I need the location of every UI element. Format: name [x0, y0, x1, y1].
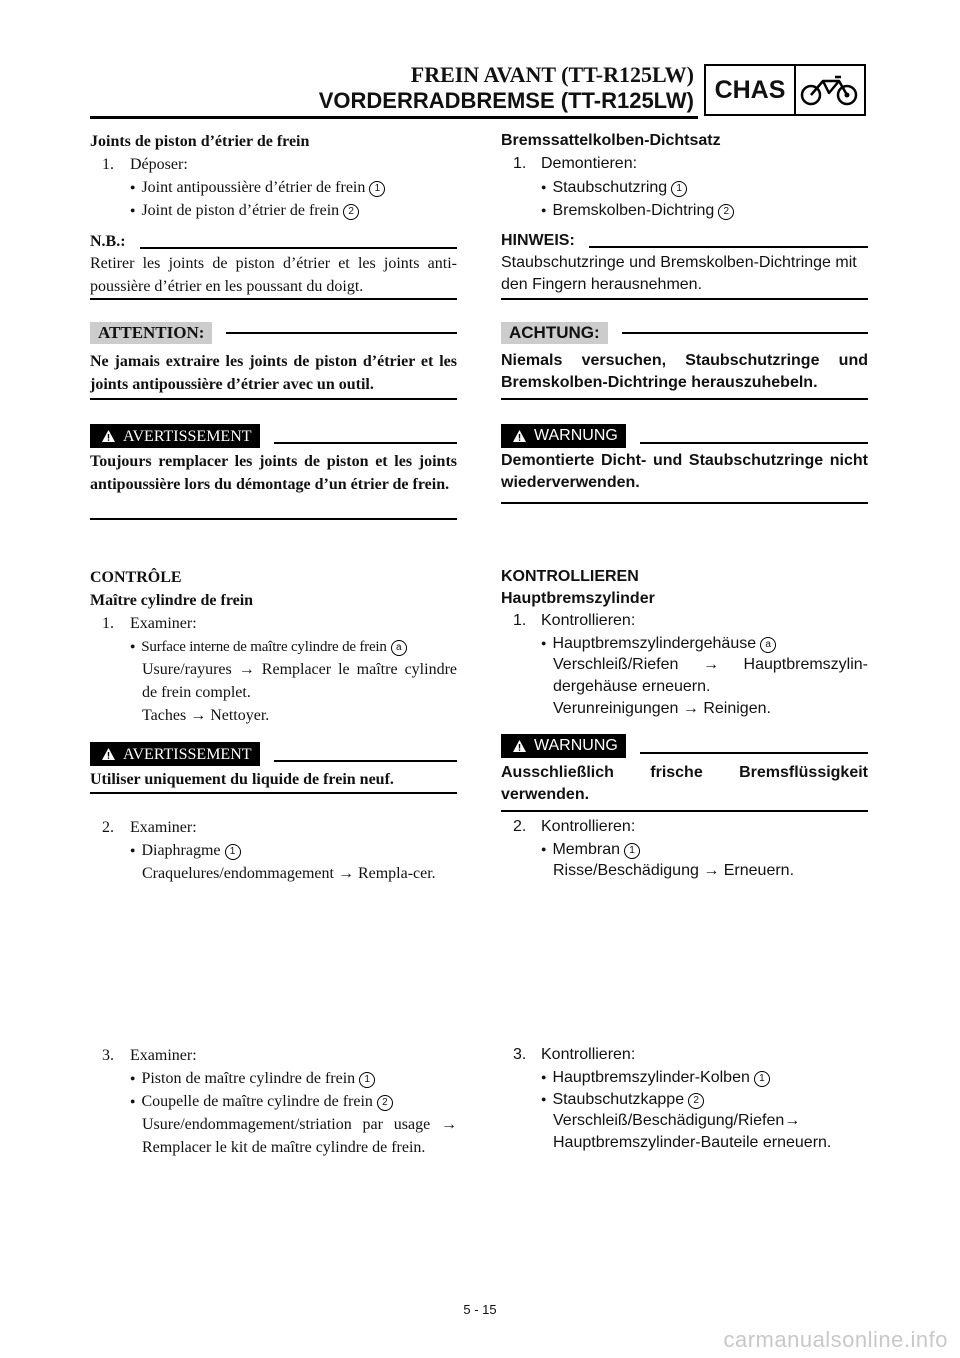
bullet-text: Bremskolben-Dichtring — [552, 202, 715, 219]
fr-bullet-detail: Craquelures/endommagement → Rempla-cer. — [142, 865, 436, 882]
note-label: N.B.: — [90, 233, 126, 250]
step-number: 2. — [513, 818, 527, 835]
fr-note-text: Retirer les joints de piston d’étrier et les joints anti-poussière d’étrier en les poussant du doigt. — [90, 255, 457, 295]
fr-step-3 — [90, 1044, 457, 1067]
de-step-3 — [501, 1044, 868, 1066]
ref-marker: 2 — [718, 204, 734, 220]
de-section2-subtitle: Hauptbremszylinder — [501, 590, 655, 607]
bullet-text: Hauptbremszylinder-Kolben — [552, 1069, 750, 1086]
section-badge — [704, 64, 866, 116]
page-number: 5 - 15 — [463, 1302, 497, 1317]
fr-attention-header — [90, 322, 457, 344]
bullet-text: Membran — [552, 841, 621, 858]
rule — [501, 502, 868, 504]
warning-icon — [513, 740, 526, 752]
bullet-text: Piston de maître cylindre de frein — [141, 1070, 356, 1087]
fr-attention-text: Ne jamais extraire les joints de piston d’étrier et les joints antipoussière d’étrier avec un outil. — [90, 353, 457, 393]
step-number: 1. — [513, 155, 527, 172]
step-number: 3. — [102, 1047, 114, 1064]
bullet-text: Joint de piston d’étrier de frein — [141, 202, 340, 219]
attention-label: ACHTUNG: — [501, 322, 608, 344]
rule — [501, 398, 868, 400]
step-text: Examiner: — [130, 819, 197, 836]
de-bullet — [501, 176, 868, 199]
fr-warning-header — [90, 742, 457, 766]
fr-bullet-detail: Usure/rayures → Remplacer le maître cylindre de frein complet. — [142, 661, 457, 701]
step-text: Kontrollieren: — [541, 818, 636, 835]
de-bullet — [501, 838, 868, 861]
de-warning-header — [501, 734, 868, 758]
ref-marker: 1 — [624, 843, 640, 859]
rule — [90, 298, 457, 300]
header-rule — [90, 116, 698, 119]
de-attention-text: Niemals versuchen, Staubschutzringe und Bremskolben-Dichtringe herauszuhebeln. — [501, 352, 868, 391]
bullet-text: Staubschutzkappe — [552, 1091, 685, 1108]
de-bullet — [501, 1066, 868, 1089]
watermark: carmanualsonline.info — [723, 1327, 948, 1352]
fr-bullet — [90, 176, 457, 199]
ref-marker: 2 — [343, 204, 359, 220]
fr-step-2 — [90, 816, 457, 839]
step-text: Examiner: — [130, 615, 197, 632]
ref-marker: 2 — [377, 1095, 393, 1111]
de-warning-header — [501, 424, 868, 448]
step-number: 2. — [102, 819, 114, 836]
warning-label: AVERTISSEMENT — [90, 424, 260, 448]
de-attention-header — [501, 322, 868, 344]
step-text: Demontieren: — [541, 155, 638, 172]
fr-section1-title: Joints de piston d’étrier de frein — [90, 133, 310, 150]
bullet-text: Staubschutzring — [552, 179, 668, 196]
bullet-text: Joint antipoussière d’étrier de frein — [141, 179, 366, 196]
de-warning-text: Demontierte Dicht- und Staubschutzringe nicht wiederverwenden. — [501, 452, 868, 491]
de-bullet-detail: Risse/Beschädigung → Erneuern. — [553, 862, 795, 879]
fr-warning-text: Utiliser uniquement du liquide de frein neuf. — [90, 771, 394, 788]
de-step-1 — [501, 610, 868, 632]
warning-icon — [102, 430, 115, 442]
bullet-text: Surface interne de maître cylindre de frein — [141, 639, 387, 655]
section-label: CHAS — [706, 66, 796, 114]
fr-bullet — [90, 1067, 457, 1090]
fr-bullet — [90, 839, 457, 862]
rule — [90, 398, 457, 400]
ref-marker: a — [760, 637, 776, 653]
de-bullet — [501, 199, 868, 222]
fr-step-1 — [90, 612, 457, 635]
de-note-header — [501, 230, 868, 252]
note-label: HINWEIS: — [501, 232, 575, 249]
ref-marker: 1 — [671, 181, 687, 197]
de-note-text: Staubschutzringe und Bremskolben-Dichtringe mit den Fingern herausnehmen. — [501, 254, 857, 293]
fr-section2-title: CONTRÔLE — [90, 569, 182, 586]
de-bullet-detail: Verschleiß/Riefen → Hauptbremszylin-dergehäuse erneuern. — [553, 656, 868, 695]
rule — [501, 298, 868, 300]
step-number: 1. — [102, 615, 114, 632]
header-title-de: VORDERRADBREMSE (TT-R125LW) — [318, 88, 694, 113]
de-section2-title: KONTROLLIEREN — [501, 568, 639, 585]
ref-marker: 1 — [359, 1072, 375, 1088]
fr-warning-text: Toujours remplacer les joints de piston et les joints antipoussière lors du démontage d’un étrier de frein. — [90, 453, 457, 493]
fr-bullet — [90, 199, 457, 222]
warning-label: WARNUNG — [501, 734, 626, 758]
de-bullet — [501, 1088, 868, 1111]
warning-label: WARNUNG — [501, 424, 626, 448]
de-bullet-detail: Verschleiß/Beschädigung/Riefen→ Hauptbremszylinder-Bauteile erneuern. — [553, 1112, 832, 1151]
fr-bullet-detail: Taches → Nettoyer. — [142, 707, 270, 724]
ref-marker: 1 — [225, 844, 241, 860]
rule — [501, 810, 868, 812]
header-title-fr: FREIN AVANT (TT-R125LW) — [410, 62, 694, 87]
fr-note-header — [90, 230, 457, 253]
de-warning-text: Ausschließlich frische Bremsflüssigkeit verwenden. — [501, 764, 868, 803]
de-step-1 — [501, 153, 868, 175]
fr-bullet-detail: Usure/endommagement/striation par usage → Remplacer le kit de maître cylindre de frein. — [142, 1116, 457, 1156]
de-section1-title: Bremssattelkolben-Dichtsatz — [501, 132, 721, 149]
fr-warning-header — [90, 424, 457, 448]
step-number: 1. — [513, 612, 527, 629]
bullet-text: Diaphragme — [141, 842, 221, 859]
ref-marker: 1 — [369, 181, 385, 197]
ref-marker: 1 — [754, 1071, 770, 1087]
step-text: Kontrollieren: — [541, 1046, 636, 1063]
motorcycle-icon — [796, 66, 864, 114]
step-number: 3. — [513, 1046, 527, 1063]
rule — [90, 518, 457, 520]
fr-bullet — [90, 635, 457, 659]
step-text: Déposer: — [130, 156, 188, 173]
step-text: Examiner: — [130, 1047, 197, 1064]
de-bullet — [501, 632, 868, 655]
ref-marker: a — [391, 640, 407, 656]
fr-section2-subtitle: Maître cylindre de frein — [90, 592, 254, 609]
warning-icon — [513, 430, 526, 442]
bullet-text: Coupelle de maître cylindre de frein — [141, 1093, 373, 1110]
de-step-2 — [501, 816, 868, 838]
rule — [90, 792, 457, 794]
fr-bullet — [90, 1090, 457, 1113]
attention-label: ATTENTION: — [90, 322, 212, 344]
de-bullet-detail: Verunreinigungen → Reinigen. — [553, 700, 771, 717]
fr-step-1 — [90, 153, 457, 176]
step-number: 1. — [102, 156, 114, 173]
bullet-text: Hauptbremszylindergehäuse — [552, 635, 757, 652]
ref-marker: 2 — [688, 1093, 704, 1109]
warning-icon — [102, 748, 115, 760]
warning-label: AVERTISSEMENT — [90, 742, 260, 766]
step-text: Kontrollieren: — [541, 612, 636, 629]
